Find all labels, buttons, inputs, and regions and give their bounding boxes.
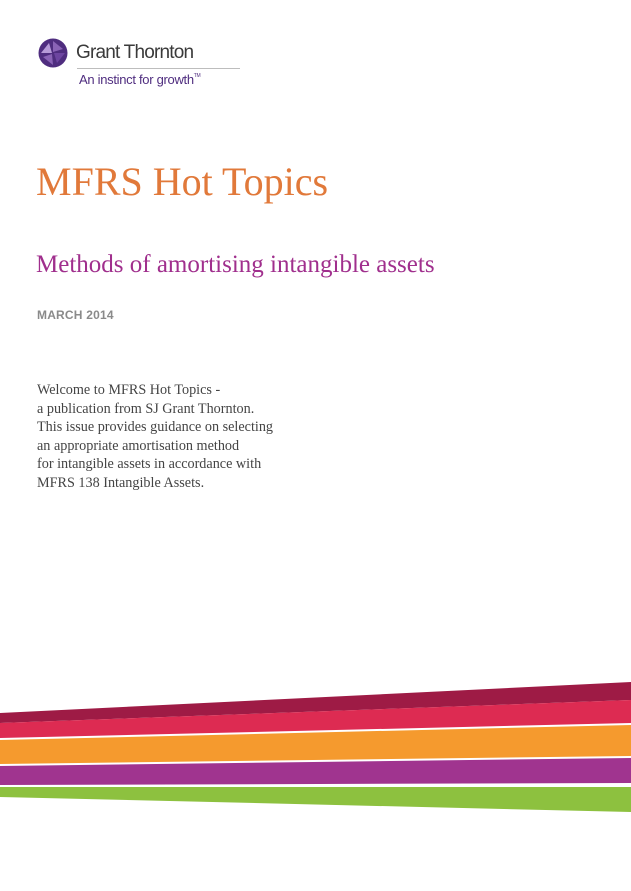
intro-line: a publication from SJ Grant Thornton. bbox=[37, 400, 255, 417]
intro-line: an appropriate amortisation method bbox=[37, 437, 240, 454]
brand-tagline bbox=[79, 72, 200, 87]
trademark-mark: TM bbox=[193, 73, 201, 79]
intro-paragraph bbox=[37, 381, 357, 492]
decorative-stripes bbox=[0, 670, 631, 830]
intro-line: MFRS 138 Intangible Assets. bbox=[37, 474, 205, 491]
grant-thornton-logo-icon bbox=[38, 38, 68, 68]
document-title: MFRS Hot Topics bbox=[36, 159, 329, 204]
brand-name: Grant Thornton bbox=[76, 42, 194, 63]
intro-line: Welcome to MFRS Hot Topics - bbox=[37, 382, 221, 398]
document-subtitle: Methods of amortising intangible assets bbox=[36, 251, 435, 278]
stripe-green bbox=[0, 787, 631, 812]
brand-tagline-text: An instinct for growth bbox=[79, 72, 194, 87]
intro-line: This issue provides guidance on selecting bbox=[37, 419, 274, 435]
intro-line: for intangible assets in accordance with bbox=[37, 456, 262, 472]
logo-divider bbox=[77, 68, 240, 69]
publication-date: MARCH 2014 bbox=[37, 308, 114, 322]
